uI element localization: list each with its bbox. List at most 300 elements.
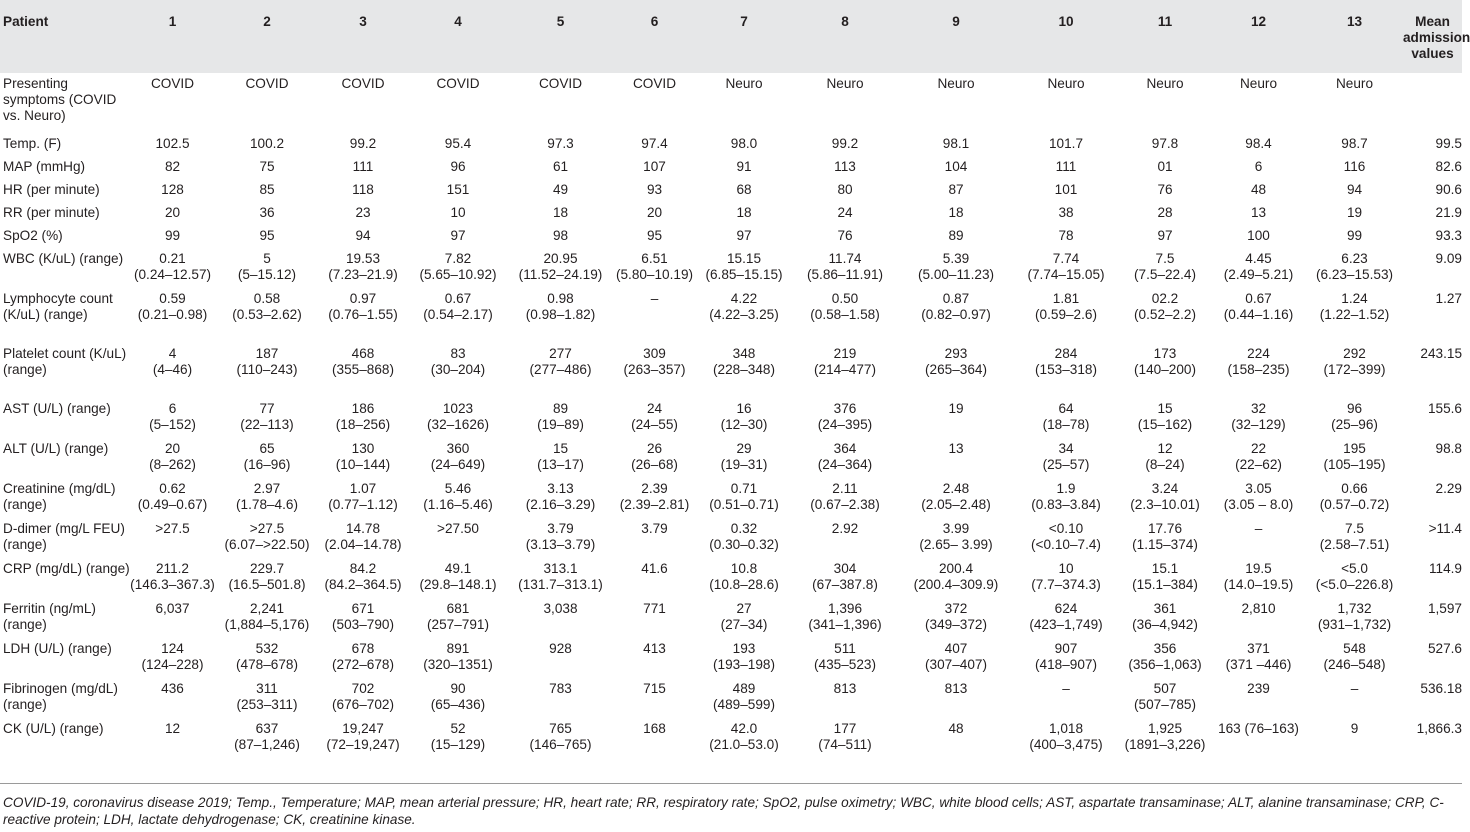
table-cell (1306, 438, 1403, 478)
cell-value: 3.79 (547, 521, 574, 536)
cell-range: (507–785) (1134, 697, 1196, 712)
cell-value: 104 (944, 159, 968, 174)
cell-range: (2.39–2.81) (619, 497, 690, 512)
cell-range: (8–24) (1145, 457, 1185, 472)
table-cell (612, 718, 697, 753)
header-patient-4: 4 (454, 14, 462, 29)
table-cell (319, 225, 407, 248)
cell-range: (10–144) (335, 457, 391, 472)
cell-range: (355–868) (332, 362, 394, 377)
cell-value: – (650, 291, 659, 306)
table-cell (791, 558, 899, 598)
row-label: CK (U/L) (range) (3, 721, 104, 736)
table-cell (1119, 343, 1211, 398)
table-cell (319, 438, 407, 478)
header-patient-6: 6 (650, 14, 659, 29)
cell-value: 24 (646, 401, 663, 416)
table-cell (1013, 638, 1119, 678)
cell-range: (0.54–2.17) (423, 307, 493, 322)
cell-value: 96 (450, 159, 466, 174)
row-label: SpO2 (%) (3, 228, 63, 243)
cell-value: 1,925 (1147, 721, 1183, 736)
cell-value: 7.5 (1345, 521, 1364, 536)
cell-value: 130 (351, 441, 375, 456)
cell-value: 0.87 (942, 291, 970, 306)
table-cell (130, 343, 215, 398)
cell-value: Neuro (826, 76, 864, 91)
table-cell (791, 598, 899, 638)
cell-value: 304 (833, 561, 857, 576)
cell-value: 3.05 (1245, 481, 1272, 496)
cell-range: (5–15.12) (237, 267, 297, 282)
cell-value: 186 (351, 401, 375, 416)
cell-value: 309 (643, 346, 666, 361)
table-row (0, 156, 1462, 179)
cell-value: 4 (168, 346, 177, 361)
table-cell (509, 343, 612, 398)
cell-value: 65 (259, 441, 275, 456)
cell-value: 114.9 (1428, 561, 1462, 576)
table-cell (319, 288, 407, 343)
cell-value: 20.95 (543, 251, 578, 266)
table-cell (791, 156, 899, 179)
cell-value: 98 (552, 228, 569, 243)
cell-value: 7.5 (1155, 251, 1175, 266)
cell-value: 2.92 (831, 521, 859, 536)
table-cell (1211, 678, 1306, 718)
cell-value: 24 (837, 205, 853, 220)
cell-value: 3,038 (543, 601, 578, 616)
header-patient-10: 10 (1058, 14, 1074, 29)
table-cell (215, 438, 319, 478)
table-cell (1119, 202, 1211, 225)
cell-value: 99.5 (1435, 136, 1462, 151)
cell-value: 0.62 (159, 481, 186, 496)
cell-range: (253–311) (236, 697, 298, 712)
table-cell (612, 398, 697, 438)
cell-range: (5.65–10.92) (419, 267, 497, 282)
table-cell (612, 225, 697, 248)
cell-value: 4.45 (1245, 251, 1272, 266)
cell-range: (27–34) (720, 617, 768, 632)
cell-range: (2.58–7.51) (1319, 537, 1390, 552)
cell-value: 200.4 (938, 561, 974, 576)
cell-value: 2.29 (1435, 481, 1462, 496)
cell-range: (193–198) (713, 657, 775, 672)
cell-value: 29 (736, 441, 752, 456)
cell-value: 99 (164, 228, 181, 243)
cell-value: 23 (355, 205, 371, 220)
cell-range: (131.7–313.1) (518, 577, 603, 592)
table-cell (1119, 558, 1211, 598)
cell-value: Neuro (1047, 76, 1085, 91)
cell-value: 548 (1343, 641, 1366, 656)
table-cell (899, 202, 1013, 225)
cell-value: 41.6 (641, 561, 668, 576)
cell-range: (8–262) (149, 457, 196, 472)
cell-value: 19,247 (342, 721, 384, 736)
row-label: LDH (U/L) (range) (3, 641, 112, 656)
table-cell (697, 518, 791, 558)
row-label: Ferritin (ng/mL) (range) (3, 601, 96, 632)
table-body (0, 73, 1462, 753)
cell-value: 20 (164, 441, 181, 456)
table-cell (509, 718, 612, 753)
table-cell (1013, 225, 1119, 248)
cell-range: (24–364) (817, 457, 873, 472)
cell-value: 0.50 (831, 291, 859, 306)
cell-range: (2.65– 3.99) (919, 537, 993, 552)
cell-value: 243.15 (1420, 346, 1462, 361)
table-cell (899, 73, 1013, 133)
cell-range: (0.30–0.32) (709, 537, 779, 552)
header-patient-12: 12 (1250, 14, 1267, 29)
cell-value: 813 (833, 681, 857, 696)
table-cell (612, 478, 697, 518)
cell-range: (0.76–1.55) (328, 307, 398, 322)
table-cell (319, 518, 407, 558)
table-cell (791, 398, 899, 438)
cell-range: (26–68) (631, 457, 678, 472)
table-cell (407, 438, 509, 478)
cell-value: 9.09 (1435, 251, 1462, 266)
table-cell (612, 133, 697, 156)
cell-range: (0.59–2.6) (1035, 307, 1097, 322)
cell-value: 313.1 (543, 561, 578, 576)
table-cell (319, 248, 407, 288)
cell-value: – (1350, 681, 1359, 696)
table-cell (407, 288, 509, 343)
table-cell (130, 133, 215, 156)
cell-range: (10.8–28.6) (709, 577, 779, 592)
table-cell (791, 202, 899, 225)
table-cell (319, 718, 407, 753)
table-cell (319, 398, 407, 438)
table-cell (407, 133, 509, 156)
cell-value: 7.82 (444, 251, 472, 266)
cell-range: (341–1,396) (808, 617, 882, 632)
table-cell (1306, 718, 1403, 753)
table-cell (1403, 202, 1462, 225)
table-cell (791, 478, 899, 518)
cell-value: 292 (1343, 346, 1366, 361)
table-cell (791, 438, 899, 478)
cell-value: 98.1 (942, 136, 970, 151)
cell-value: 97.8 (1151, 136, 1179, 151)
cell-value: Neuro (1146, 76, 1184, 91)
cell-value: 2,810 (1241, 601, 1276, 616)
cell-value: 101 (1054, 182, 1078, 197)
table-cell (1013, 179, 1119, 202)
table-row (0, 558, 1462, 598)
table-cell (215, 598, 319, 638)
cell-value: 90.6 (1435, 182, 1462, 197)
cell-range: (2.04–14.78) (324, 537, 402, 552)
table-cell (1403, 518, 1462, 558)
table-cell (1013, 288, 1119, 343)
cell-value: 89 (948, 228, 964, 243)
table-cell (1211, 438, 1306, 478)
cell-range: (489–599) (713, 697, 775, 712)
cell-value: 64 (1058, 401, 1074, 416)
table-cell (1211, 73, 1306, 133)
table-cell (509, 558, 612, 598)
table-cell (215, 133, 319, 156)
table-cell (1403, 156, 1462, 179)
cell-value: 1,732 (1337, 601, 1372, 616)
cell-value: 98.0 (730, 136, 758, 151)
cell-value: 671 (351, 601, 375, 616)
cell-range: (18–256) (335, 417, 391, 432)
cell-value: 211.2 (155, 561, 189, 576)
cell-value: 783 (549, 681, 572, 696)
table-cell (899, 179, 1013, 202)
cell-range: (4.22–3.25) (709, 307, 779, 322)
table-cell (509, 179, 612, 202)
cell-range: (320–1351) (423, 657, 493, 672)
table-cell (612, 638, 697, 678)
cell-value: 90 (450, 681, 466, 696)
cell-range: (503–790) (332, 617, 394, 632)
row-label: Lymphocyte count (K/uL) (range) (3, 291, 113, 322)
cell-value: 407 (944, 641, 968, 656)
cell-range: (0.52–2.2) (1134, 307, 1196, 322)
cell-range: (228–348) (713, 362, 775, 377)
table-cell (1306, 225, 1403, 248)
table-row (0, 73, 1462, 133)
cell-value: 193 (732, 641, 756, 656)
cell-value: 0.59 (159, 291, 186, 306)
table-cell (697, 598, 791, 638)
cell-value: 17.76 (1147, 521, 1183, 536)
cell-value: Neuro (1335, 76, 1374, 91)
cell-value: 224 (1247, 346, 1270, 361)
cell-value: 01 (1157, 159, 1173, 174)
cell-range: (356–1,063) (1128, 657, 1202, 672)
table-cell (509, 288, 612, 343)
table-cell (407, 343, 509, 398)
cell-range: (32–1626) (427, 417, 489, 432)
cell-range: (371 –446) (1225, 657, 1292, 672)
cell-value: >27.5 (155, 521, 190, 536)
row-label: Temp. (F) (3, 136, 62, 151)
cell-value: 1.81 (1052, 291, 1080, 306)
table-cell (1211, 518, 1306, 558)
cell-range: (7.5–22.4) (1134, 267, 1196, 282)
cell-range: (0.58–1.58) (810, 307, 880, 322)
cell-value: 532 (255, 641, 279, 656)
table-cell (791, 518, 899, 558)
header-mean-admission-values: Mean admission values (1403, 14, 1470, 61)
table-cell (697, 202, 791, 225)
cell-value: 82.6 (1435, 159, 1462, 174)
table-cell (1306, 179, 1403, 202)
table-cell (697, 398, 791, 438)
cell-value: 12 (164, 721, 181, 736)
table-cell (509, 73, 612, 133)
cell-value: 1,018 (1048, 721, 1084, 736)
cell-range: (30–204) (430, 362, 486, 377)
cell-range: (7.74–15.05) (1027, 267, 1105, 282)
table-cell (791, 638, 899, 678)
cell-range: (15–162) (1137, 417, 1193, 432)
cell-range: (140–200) (1134, 362, 1196, 377)
cell-range: (1.78–4.6) (236, 497, 298, 512)
table-row (0, 288, 1462, 343)
cell-value: 361 (1153, 601, 1177, 616)
table-cell (215, 518, 319, 558)
cell-range: (257–791) (427, 617, 489, 632)
table-cell (1119, 478, 1211, 518)
cell-range: (435–523) (814, 657, 876, 672)
table-row (0, 225, 1462, 248)
cell-value: 0.67 (444, 291, 472, 306)
cell-range: (32–129) (1231, 417, 1286, 432)
cell-value: 5.39 (942, 251, 970, 266)
cell-range: (72–19,247) (326, 737, 400, 752)
cell-value: 771 (643, 601, 666, 616)
table-cell (130, 398, 215, 438)
cell-value: 0.67 (1245, 291, 1272, 306)
cell-value: 61 (552, 159, 569, 174)
table-cell (1013, 518, 1119, 558)
table-cell (215, 718, 319, 753)
cell-value: 97.4 (641, 136, 668, 151)
table-cell (899, 558, 1013, 598)
cell-value: <0.10 (1048, 521, 1084, 536)
cell-range: (5–152) (149, 417, 196, 432)
cell-value: 78 (1058, 228, 1074, 243)
table-cell (215, 202, 319, 225)
header-patient-5: 5 (556, 14, 565, 29)
cell-value: COVID (150, 76, 195, 91)
row-label: Fibrinogen (mg/dL) (range) (3, 681, 118, 712)
cell-value: 22 (1250, 441, 1267, 456)
table-row (0, 133, 1462, 156)
cell-value: 372 (944, 601, 968, 616)
cell-range: (0.24–12.57) (133, 267, 212, 282)
table-cell (407, 248, 509, 288)
table-cell (1403, 638, 1462, 678)
cell-value: 93 (646, 182, 663, 197)
header-patient-1: 1 (168, 14, 177, 29)
table-cell (1013, 73, 1119, 133)
table-cell (1013, 438, 1119, 478)
table-cell (1119, 73, 1211, 133)
table-cell (899, 225, 1013, 248)
table-cell (319, 156, 407, 179)
cell-range: (13–17) (537, 457, 584, 472)
cell-value: 10.8 (730, 561, 758, 576)
table-cell (1403, 179, 1462, 202)
table-cell (1013, 156, 1119, 179)
table-cell (130, 478, 215, 518)
cell-value: 151 (446, 182, 470, 197)
table-cell (509, 438, 612, 478)
cell-value: 177 (833, 721, 857, 736)
table-cell (1306, 478, 1403, 518)
table-cell (215, 156, 319, 179)
cell-range: (6.23–15.53) (1315, 267, 1394, 282)
table-cell (1403, 133, 1462, 156)
cell-value: 38 (1058, 205, 1074, 220)
cell-range: (0.21–0.98) (137, 307, 208, 322)
cell-value: 436 (161, 681, 184, 696)
table-cell (1211, 343, 1306, 398)
cell-value: 14.78 (345, 521, 381, 536)
cell-value: 348 (732, 346, 756, 361)
table-cell (1013, 398, 1119, 438)
cell-value: 163 (76–163) (1218, 721, 1299, 736)
cell-range: (0.51–0.71) (709, 497, 779, 512)
cell-value: 76 (837, 228, 853, 243)
header-patient-11: 11 (1157, 14, 1173, 29)
table-cell (612, 438, 697, 478)
table-cell (130, 558, 215, 598)
table-cell (697, 156, 791, 179)
cell-range: (<5.0–226.8) (1315, 577, 1394, 592)
cell-value: 2,241 (249, 601, 285, 616)
cell-value: >27.5 (249, 521, 285, 536)
table-cell (407, 225, 509, 248)
cell-value: 765 (549, 721, 572, 736)
table-cell (899, 133, 1013, 156)
table-cell (697, 288, 791, 343)
cell-range: (214–477) (814, 362, 876, 377)
cell-range: (0.77–1.12) (328, 497, 398, 512)
cell-value: COVID (245, 76, 289, 91)
table-cell (509, 638, 612, 678)
table-cell (130, 73, 215, 133)
table-cell (130, 438, 215, 478)
cell-range: (65–436) (430, 697, 486, 712)
cell-range: (200.4–309.9) (913, 577, 999, 592)
table-cell (215, 343, 319, 398)
cell-value: 85 (259, 182, 275, 197)
cell-range: (0.53–2.62) (232, 307, 302, 322)
table-cell (899, 156, 1013, 179)
cell-value: 98.7 (1341, 136, 1368, 151)
table-cell (612, 202, 697, 225)
header-patient-2: 2 (263, 14, 271, 29)
cell-value: 3.24 (1151, 481, 1179, 496)
cell-value: 3.99 (942, 521, 970, 536)
table-cell (1403, 398, 1462, 438)
cell-value: 98.4 (1245, 136, 1272, 151)
table-cell (791, 73, 899, 133)
cell-value: 19.53 (345, 251, 381, 266)
table-cell (1211, 478, 1306, 518)
cell-value: 891 (446, 641, 470, 656)
row-label: ALT (U/L) (range) (3, 441, 109, 456)
cell-range: (400–3,475) (1029, 737, 1103, 752)
cell-range: (272–678) (332, 657, 394, 672)
cell-value: 507 (1153, 681, 1177, 696)
cell-range: (2.3–10.01) (1130, 497, 1200, 512)
cell-value: 1023 (442, 401, 474, 416)
table-cell (1211, 718, 1306, 753)
table-cell (697, 225, 791, 248)
cell-value: 155.6 (1427, 401, 1462, 416)
header-patient-13: 13 (1346, 14, 1363, 29)
cell-value: 356 (1153, 641, 1177, 656)
table-cell (407, 156, 509, 179)
table-cell (215, 638, 319, 678)
cell-value: 84.2 (349, 561, 377, 576)
row-label: Creatinine (mg/dL) (range) (3, 481, 116, 512)
table-cell (1211, 598, 1306, 638)
table-cell (1013, 678, 1119, 718)
